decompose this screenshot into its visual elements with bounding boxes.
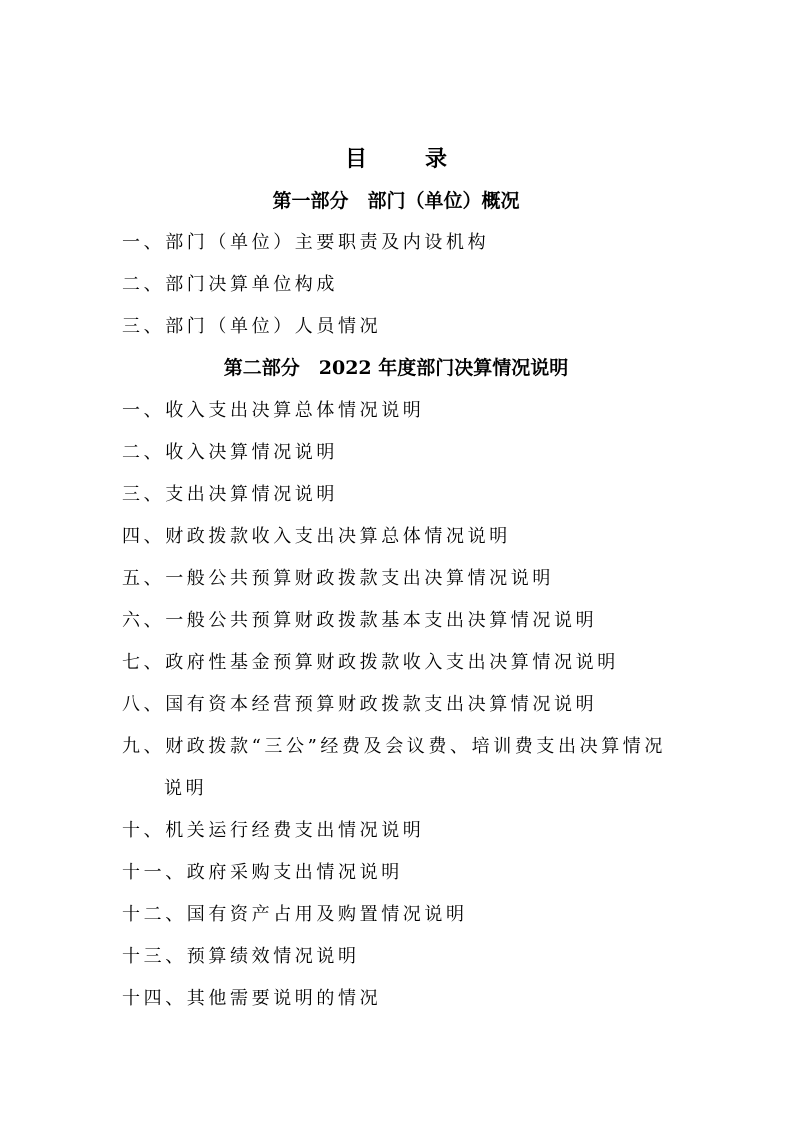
toc-item[interactable]: 五、一般公共预算财政拨款支出决算情况说明	[122, 568, 554, 589]
part-1-heading: 第一部分 部门（单位）概况	[272, 190, 520, 212]
page-title: 目 录	[344, 146, 465, 172]
toc-item[interactable]: 一、部门（单位）主要职责及内设机构	[122, 232, 490, 253]
toc-item[interactable]: 七、政府性基金预算财政拨款收入支出决算情况说明	[122, 652, 619, 673]
toc-item[interactable]: 十一、政府采购支出情况说明	[122, 862, 403, 883]
toc-item[interactable]: 四、财政拨款收入支出决算总体情况说明	[122, 526, 511, 547]
part-2-heading: 第二部分 2022 年度部门决算情况说明	[223, 357, 569, 379]
toc-item[interactable]: 十二、国有资产占用及购置情况说明	[122, 904, 468, 925]
toc-item[interactable]: 九、财政拨款“三公”经费及会议费、培训费支出决算情况	[122, 736, 667, 757]
toc-item-continuation[interactable]: 说明	[164, 778, 208, 799]
toc-item[interactable]: 十、机关运行经费支出情况说明	[122, 820, 425, 841]
toc-item[interactable]: 二、部门决算单位构成	[122, 274, 338, 295]
toc-item[interactable]: 三、部门（单位）人员情况	[122, 316, 382, 337]
toc-item[interactable]: 二、收入决算情况说明	[122, 442, 338, 463]
toc-item[interactable]: 一、收入支出决算总体情况说明	[122, 400, 425, 421]
toc-item[interactable]: 十四、其他需要说明的情况	[122, 988, 382, 1009]
toc-item[interactable]: 三、支出决算情况说明	[122, 484, 338, 505]
toc-item[interactable]: 八、国有资本经营预算财政拨款支出决算情况说明	[122, 694, 598, 715]
toc-item[interactable]: 十三、预算绩效情况说明	[122, 946, 360, 967]
toc-item[interactable]: 六、一般公共预算财政拨款基本支出决算情况说明	[122, 610, 598, 631]
